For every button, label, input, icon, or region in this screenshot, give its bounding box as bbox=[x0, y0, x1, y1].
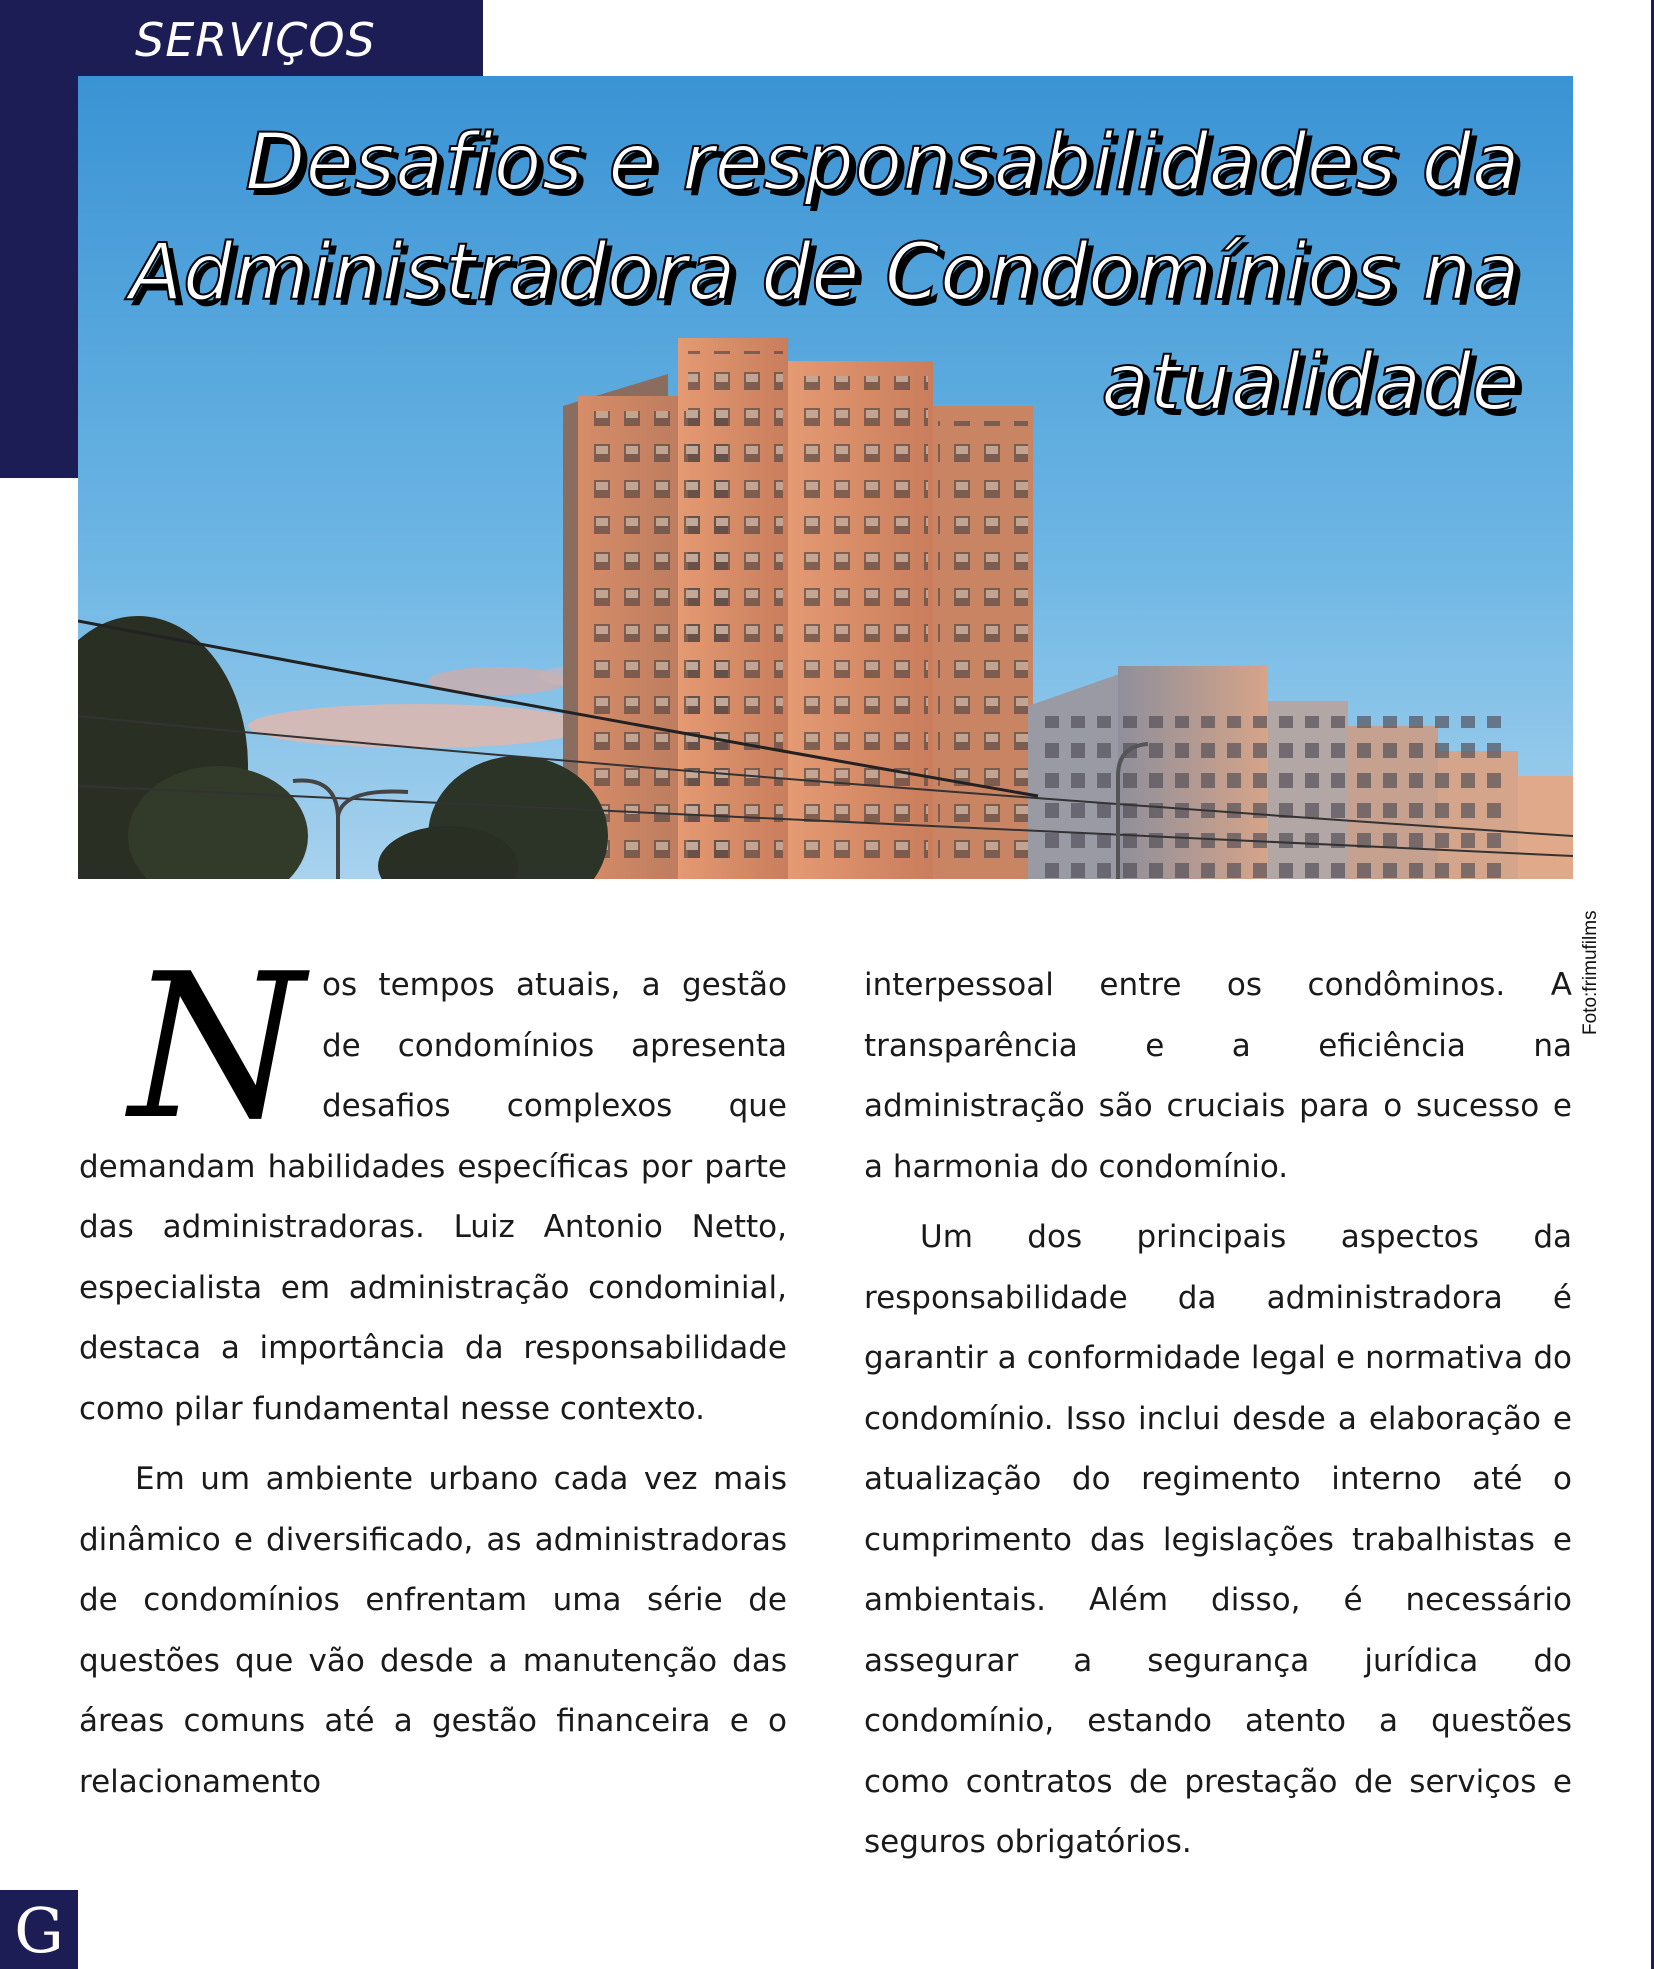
headline-line-3: atualidade bbox=[1101, 338, 1520, 428]
section-label: SERVIÇOS bbox=[135, 13, 376, 67]
headline-line-1: Desafios e responsabilidades da bbox=[245, 118, 1520, 208]
photo-credit bbox=[1580, 885, 1620, 1035]
article-column-right bbox=[864, 955, 1572, 1883]
paragraph-1-text: os tempos atuais, a gestão de condomínios apresenta desafios complexos que demandam habilidades específicas por parte das administradoras. Luiz Antonio Netto, especialista em administração condominial, destaca a importância da responsabilidade como pilar fundamental nesse contexto. bbox=[79, 967, 787, 1427]
paragraph-1 bbox=[79, 931, 787, 1439]
footer-logo-letter: G bbox=[14, 1894, 64, 1967]
paragraph-3: interpessoal entre os condôminos. A transparência e a eficiência na administração são cruciais para o sucesso e a harmonia do condomínio. bbox=[864, 967, 1572, 1185]
article-column-left bbox=[79, 931, 787, 1822]
paragraph-4: Um dos principais aspectos da responsabilidade da administradora é garantir a conformidade legal e normativa do condomínio. Isso inclui desde a elaboração e atualização do regimento interno até o cumprimento das legislações trabalhistas e ambientais. Além disso, é necessário assegurar a segurança jurídica do condomínio, estando atento a questões como contratos de prestação de serviços e seguros obrigatórios. bbox=[864, 1219, 1572, 1860]
photo-credit-text: Foto:frimufilms bbox=[1580, 910, 1601, 1035]
article-headline bbox=[120, 108, 1520, 438]
headline-line-2: Administradora de Condomínios na bbox=[129, 228, 1520, 318]
paragraph-2: Em um ambiente urbano cada vez mais dinâmico e diversificado, as administradoras de condomínios enfrentam uma série de questões que vão desde a manutenção das áreas comuns até a gestão financeira e o relacionamento bbox=[79, 1461, 787, 1800]
drop-cap: N bbox=[129, 931, 304, 1164]
side-accent-band bbox=[0, 0, 78, 478]
